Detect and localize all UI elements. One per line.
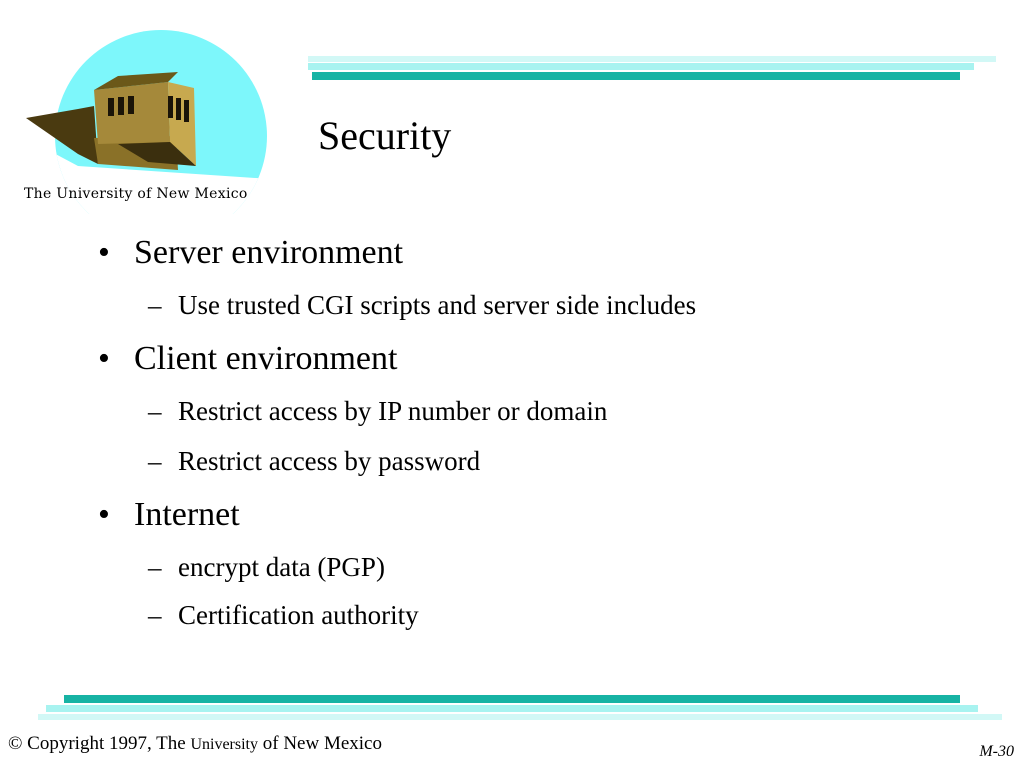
sub-bullet-text: Certification authority bbox=[178, 600, 419, 630]
slide-number: M-30 bbox=[979, 743, 1014, 760]
bullet-marker: • bbox=[98, 340, 110, 377]
top-band-pale bbox=[308, 56, 996, 62]
sub-bullet-marker: – bbox=[148, 396, 162, 426]
top-band-light bbox=[308, 63, 974, 70]
bottom-band-teal bbox=[64, 695, 960, 703]
bullet-marker: • bbox=[98, 234, 110, 271]
bullet-item bbox=[98, 342, 397, 376]
sub-bullet-marker: – bbox=[148, 290, 162, 320]
copyright-suffix: of New Mexico bbox=[262, 733, 382, 754]
sub-bullet-text: Restrict access by password bbox=[178, 446, 481, 476]
sub-bullet-marker: – bbox=[148, 446, 162, 476]
bullet-text: Server environment bbox=[134, 234, 404, 271]
bottom-band-light bbox=[46, 705, 978, 712]
bullet-item bbox=[98, 236, 403, 270]
sub-bullet-text: Use trusted CGI scripts and server side includes bbox=[178, 290, 697, 320]
sub-bullet-item bbox=[148, 554, 385, 581]
adobe-building-sun-icon bbox=[18, 14, 270, 214]
copyright-prefix: © Copyright 1997, The bbox=[8, 733, 186, 754]
copyright-notice bbox=[8, 733, 382, 755]
sub-bullet-marker: – bbox=[148, 600, 162, 630]
bullet-item bbox=[98, 498, 240, 532]
sub-bullet-item bbox=[148, 448, 480, 475]
sub-bullet-item bbox=[148, 398, 607, 425]
bullet-text: Client environment bbox=[134, 340, 398, 377]
bottom-band-pale bbox=[38, 714, 1002, 720]
sub-bullet-item bbox=[148, 602, 419, 629]
bullet-text: Internet bbox=[134, 496, 240, 533]
sub-bullet-item bbox=[148, 292, 696, 319]
sub-bullet-text: encrypt data (PGP) bbox=[178, 552, 385, 582]
logo-caption: The University of New Mexico bbox=[24, 186, 248, 202]
unm-logo bbox=[18, 14, 270, 214]
bullet-marker: • bbox=[98, 496, 110, 533]
copyright-university: University bbox=[190, 736, 258, 753]
slide-title: Security bbox=[318, 113, 452, 158]
sub-bullet-text: Restrict access by IP number or domain bbox=[178, 396, 608, 426]
sub-bullet-marker: – bbox=[148, 552, 162, 582]
top-band-teal bbox=[312, 72, 960, 80]
